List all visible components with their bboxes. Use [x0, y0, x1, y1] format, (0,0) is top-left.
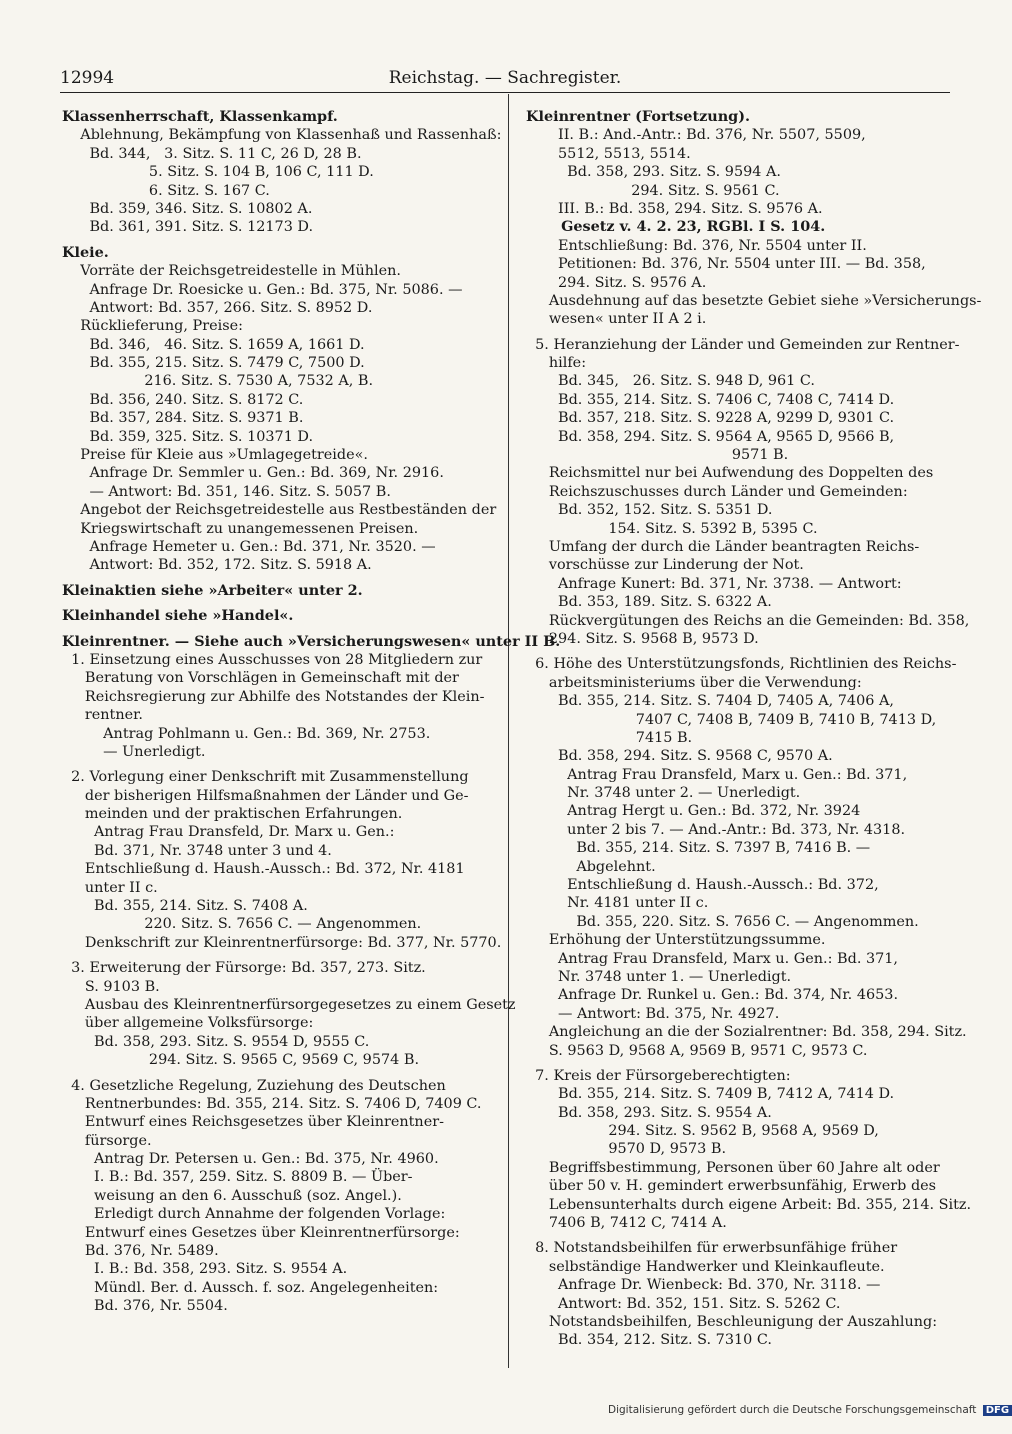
entry-line: Antrag Pohlmann u. Gen.: Bd. 369, Nr. 2753. — [62, 725, 431, 742]
entry-line: Anfrage Dr. Wienbeck: Bd. 370, Nr. 3118. — — [526, 1277, 881, 1294]
page-number: 12994 — [60, 68, 115, 88]
entry-line: Anfrage Hemeter u. Gen.: Bd. 371, Nr. 3520. — — [62, 538, 436, 555]
entry-heading: Kleinaktien siehe »Arbeiter« unter 2. — [62, 581, 363, 599]
entry-line: 9570 D, 9573 B. — [526, 1141, 727, 1158]
spacer — [62, 1070, 490, 1077]
spacer — [526, 1060, 946, 1067]
entry-line: I. B.: Bd. 357, 259. Sitz. S. 8809 B. — Über- — [62, 1169, 413, 1186]
entry-line: 7. Kreis der Fürsorgeberechtigten: — [526, 1067, 791, 1084]
right-column — [526, 108, 982, 1350]
entry-line: vorschüsse zur Linderung der Not. — [526, 557, 804, 574]
entry-line: S. 9563 D, 9568 A, 9569 B, 9571 C, 9573 C. — [526, 1042, 868, 1059]
spacer — [62, 952, 490, 959]
entry-line: II. B.: And.-Antr.: Bd. 376, Nr. 5507, 5509, — [526, 127, 866, 144]
entry-line: rentner. — [62, 707, 143, 724]
footer-credit: Digitalisierung gefördert durch die Deutsche Forschungsgemeinschaft — [608, 1404, 977, 1416]
entry-heading: Kleinhandel siehe »Handel«. — [62, 607, 294, 625]
entry-line: Preise für Kleie aus »Umlagegetreide«. — [62, 447, 368, 464]
entry-line: Reichszuschusses durch Länder und Gemeinden: — [526, 483, 908, 500]
entry-line: Rentnerbundes: Bd. 355, 214. Sitz. S. 7406 D, 7409 C. — [62, 1095, 482, 1112]
entry-line: 7407 C, 7408 B, 7409 B, 7410 B, 7413 D, — [526, 711, 937, 728]
entry-line: 294. Sitz. S. 9568 B, 9573 D. — [526, 630, 759, 647]
entry-line: Ausbau des Kleinrentnerfürsorgegesetzes zu einem Gesetz — [62, 996, 516, 1013]
entry-line: selbständige Handwerker und Kleinkaufleute. — [526, 1258, 885, 1275]
entry-line: Ablehnung, Bekämpfung von Klassenhaß und Rassenhaß: — [62, 127, 502, 144]
entry-line: 294. Sitz. S. 9561 C. — [526, 182, 780, 199]
entry-line: 220. Sitz. S. 7656 C. — Angenommen. — [62, 916, 422, 933]
entry-line: Angebot der Reichsgetreidestelle aus Restbeständen der — [62, 502, 497, 519]
entry-line: Denkschrift zur Kleinrentnerfürsorge: Bd. 377, Nr. 5770. — [62, 934, 502, 951]
entry-line: Antrag Frau Dransfeld, Marx u. Gen.: Bd. 371, — [526, 766, 908, 783]
entry-line: 8. Notstandsbeihilfen für erwerbsunfähige früher — [526, 1240, 898, 1257]
entry-line: Bd. 345, 26. Sitz. S. 948 D, 961 C. — [526, 373, 815, 390]
entry-line: 3. Erweiterung der Fürsorge: Bd. 357, 273. Sitz. — [62, 960, 426, 977]
entry-line: Entschließung d. Haush.-Aussch.: Bd. 372, Nr. 4181 — [62, 861, 465, 878]
footer — [608, 1404, 1010, 1416]
entry-line: der bisherigen Hilfsmaßnahmen der Länder und Ge- — [62, 787, 469, 804]
entry-line: Beratung von Vorschlägen in Gemeinschaft mit der — [62, 670, 459, 687]
spacer — [62, 600, 490, 607]
entry-line: Bd. 355, 215. Sitz. S. 7479 C, 7500 D. — [62, 355, 365, 372]
entry-line: Antrag Frau Dransfeld, Dr. Marx u. Gen.: — [62, 824, 395, 841]
header-rule — [60, 92, 950, 93]
entry-heading: Klassenherrschaft, Klassenkampf. — [62, 108, 338, 125]
entry-line: Notstandsbeihilfen, Beschleunigung der Auszahlung: — [526, 1314, 938, 1330]
entry-line: — Antwort: Bd. 351, 146. Sitz. S. 5057 B. — [62, 483, 391, 500]
entry-line: 154. Sitz. S. 5392 B, 5395 C. — [526, 520, 818, 537]
entry-line: Antrag Frau Dransfeld, Marx u. Gen.: Bd. 371, — [526, 950, 899, 967]
entry-line: Rückvergütungen des Reichs an die Gemeinden: Bd. 358, — [526, 612, 970, 629]
entry-line: Anfrage Kunert: Bd. 371, Nr. 3738. — Antwort: — [526, 575, 902, 592]
entry-line: Bd. 359, 325. Sitz. S. 10371 D. — [62, 428, 314, 445]
dfg-logo: DFG — [983, 1405, 1012, 1416]
entry-line: Begriffsbestimmung, Personen über 60 Jahre alt oder — [526, 1159, 940, 1176]
entry-line: Bd. 355, 214. Sitz. S. 7409 B, 7412 A, 7414 D. — [526, 1086, 895, 1103]
entry-line: über 50 v. H. gemindert erwerbsunfähig, Erwerb des — [526, 1178, 937, 1195]
entry-line: Antwort: Bd. 357, 266. Sitz. S. 8952 D. — [62, 299, 373, 316]
entry-line: hilfe: — [526, 355, 587, 372]
entry-line: Bd. 355, 214. Sitz. S. 7404 D, 7405 A, 7406 A, — [526, 693, 894, 710]
entry-line: Antwort: Bd. 352, 172. Sitz. S. 5918 A. — [62, 557, 372, 574]
entry-line: Bd. 358, 293. Sitz. S. 9554 A. — [526, 1104, 772, 1121]
entry-line: wesen« unter II A 2 i. — [526, 311, 707, 328]
entry-line: Bd. 357, 284. Sitz. S. 9371 B. — [62, 410, 304, 427]
entry-line: Lebensunterhalts durch eigene Arbeit: Bd. 355, 214. Sitz. — [526, 1196, 972, 1213]
entry-line: 4. Gesetzliche Regelung, Zuziehung des Deutschen — [62, 1077, 446, 1094]
entry-line: Anfrage Dr. Semmler u. Gen.: Bd. 369, Nr. 2916. — [62, 465, 444, 482]
entry-line: Bd. 358, 293. Sitz. S. 9554 D, 9555 C. — [62, 1033, 370, 1050]
entry-line: 6. Höhe des Unterstützungsfonds, Richtlinien des Reichs- — [526, 656, 957, 673]
entry-line: Entschließung d. Haush.-Aussch.: Bd. 372, — [526, 877, 879, 894]
entry-line: Anfrage Dr. Runkel u. Gen.: Bd. 374, Nr. 4653. — [526, 987, 899, 1004]
entry-line: Bd. 358, 293. Sitz. S. 9594 A. — [526, 164, 781, 181]
entry-line: Vorräte der Reichsgetreidestelle in Mühlen. — [62, 263, 401, 280]
entry-line: Abgelehnt. — [526, 858, 656, 875]
entry-line: über allgemeine Volksfürsorge: — [62, 1015, 314, 1032]
entry-line: 5. Heranziehung der Länder und Gemeinden zur Rentner- — [526, 336, 960, 353]
entry-line: III. B.: Bd. 358, 294. Sitz. S. 9576 A. — [526, 200, 823, 217]
entry-line: 294. Sitz. S. 9565 C, 9569 C, 9574 B. — [62, 1052, 420, 1069]
entry-line: Bd. 376, Nr. 5489. — [62, 1243, 219, 1260]
entry-line: Entschließung: Bd. 376, Nr. 5504 unter II. — [526, 237, 867, 254]
entry-line: Nr. 3748 unter 1. — Unerledigt. — [526, 968, 792, 985]
entry-line: meinden und der praktischen Erfahrungen. — [62, 806, 403, 823]
entry-line: Bd. 361, 391. Sitz. S. 12173 D. — [62, 219, 314, 236]
entry-line: Erhöhung der Unterstützungssumme. — [526, 932, 826, 949]
entry-line: weisung an den 6. Ausschuß (soz. Angel.). — [62, 1187, 402, 1204]
entry-line: Petitionen: Bd. 376, Nr. 5504 unter III. — Bd. 358, — [526, 256, 926, 273]
entry-line: fürsorge. — [62, 1132, 152, 1149]
spacer — [62, 575, 490, 582]
spacer — [62, 761, 490, 768]
entry-line: Ausdehnung auf das besetzte Gebiet siehe »Versicherungs- — [526, 292, 982, 309]
entry-line: 6. Sitz. S. 167 C. — [62, 182, 270, 199]
page-title: Reichstag. — Sachregister. — [388, 68, 622, 88]
entry-line: Reichsmittel nur bei Aufwendung des Doppelten des — [526, 465, 934, 482]
entry-line: — Unerledigt. — [62, 743, 206, 760]
entry-line: Nr. 3748 unter 2. — Unerledigt. — [526, 785, 801, 802]
entry-heading: Kleie. — [62, 243, 109, 261]
entry-line: Angleichung an die der Sozialrentner: Bd. 358, 294. Sitz. — [526, 1024, 967, 1041]
spacer — [526, 648, 946, 655]
entry-line: 294. Sitz. S. 9562 B, 9568 A, 9569 D, — [526, 1123, 879, 1140]
spacer — [62, 237, 490, 244]
entry-line: Bd. 346, 46. Sitz. S. 1659 A, 1661 D. — [62, 336, 365, 353]
entry-line: Bd. 359, 346. Sitz. S. 10802 A. — [62, 200, 313, 217]
entry-line: 7415 B. — [526, 729, 693, 746]
entry-line: Bd. 358, 294. Sitz. S. 9568 C, 9570 A. — [526, 748, 833, 765]
entry-line: Bd. 355, 220. Sitz. S. 7656 C. — Angenommen. — [526, 913, 919, 930]
entry-line: 9571 B. — [526, 447, 789, 464]
entry-line: — Antwort: Bd. 375, Nr. 4927. — [526, 1005, 780, 1022]
entry-line: Antrag Dr. Petersen u. Gen.: Bd. 375, Nr. 4960. — [62, 1151, 439, 1168]
entry-line: Mündl. Ber. d. Aussch. f. soz. Angelegenheiten: — [62, 1279, 439, 1296]
entry-line: 216. Sitz. S. 7530 A, 7532 A, B. — [62, 373, 374, 390]
entry-line: unter 2 bis 7. — And.-Antr.: Bd. 373, Nr. 4318. — [526, 821, 906, 838]
entry-line: Reichsregierung zur Abhilfe des Notstandes der Klein- — [62, 688, 485, 705]
entry-line: 294. Sitz. S. 9576 A. — [526, 274, 707, 291]
entry-line: 5. Sitz. S. 104 B, 106 C, 111 D. — [62, 164, 374, 181]
entry-line: Bd. 371, Nr. 3748 unter 3 und 4. — [62, 842, 332, 859]
entry-line: 5512, 5513, 5514. — [526, 145, 691, 162]
entry-line: Nr. 4181 unter II c. — [526, 895, 709, 912]
left-column — [62, 108, 561, 1316]
entry-line: 7406 B, 7412 C, 7414 A. — [526, 1215, 727, 1232]
column-divider — [508, 94, 509, 1368]
entry-line: Erledigt durch Annahme der folgenden Vorlage: — [62, 1206, 446, 1223]
entry-line: Bd. 352, 152. Sitz. S. 5351 D. — [526, 502, 773, 519]
entry-line: 1. Einsetzung eines Ausschusses von 28 Mitgliedern zur — [62, 651, 483, 668]
entry-line: Bd. 353, 189. Sitz. S. 6322 A. — [526, 594, 772, 611]
entry-line: arbeitsministeriums über die Verwendung: — [526, 674, 862, 691]
entry-line: Bd. 344, 3. Sitz. S. 11 C, 26 D, 28 B. — [62, 145, 362, 162]
entry-line: I. B.: Bd. 358, 293. Sitz. S. 9554 A. — [62, 1261, 348, 1278]
entry-line: Antwort: Bd. 352, 151. Sitz. S. 5262 C. — [526, 1295, 841, 1312]
entry-line: Bd. 357, 218. Sitz. S. 9228 A, 9299 D, 9301 C. — [526, 410, 895, 427]
entry-line: 2. Vorlegung einer Denkschrift mit Zusammenstellung — [62, 769, 469, 786]
entry-line: Bd. 356, 240. Sitz. S. 8172 C. — [62, 391, 304, 408]
entry-line: Kriegswirtschaft zu unangemessenen Preisen. — [62, 520, 419, 537]
entry-line: Rücklieferung, Preise: — [62, 318, 243, 335]
entry-line: Bd. 354, 212. Sitz. S. 7310 C. — [526, 1332, 772, 1349]
entry-line: Bd. 355, 214. Sitz. S. 7397 B, 7416 B. — — [526, 840, 871, 857]
entry-line: Antrag Hergt u. Gen.: Bd. 372, Nr. 3924 — [526, 803, 861, 820]
entry-line: Anfrage Dr. Roesicke u. Gen.: Bd. 375, Nr. 5086. — — [62, 281, 463, 298]
entry-line: Umfang der durch die Länder beantragten Reichs- — [526, 538, 920, 555]
entry-line: Bd. 355, 214. Sitz. S. 7408 A. — [62, 898, 308, 915]
entry-heading: Kleinrentner (Fortsetzung). — [526, 108, 751, 125]
spacer — [62, 626, 490, 633]
spacer — [526, 1232, 946, 1239]
entry-line: unter II c. — [62, 879, 158, 896]
entry-line: Bd. 355, 214. Sitz. S. 7406 C, 7408 C, 7414 D. — [526, 391, 895, 408]
entry-line: Bd. 376, Nr. 5504. — [62, 1298, 228, 1315]
spacer — [526, 329, 946, 336]
entry-line: Entwurf eines Reichsgesetzes über Kleinrentner- — [62, 1114, 444, 1131]
entry-heading: Kleinrentner. — Siehe auch »Versicherungswesen« unter II B. — [62, 632, 561, 650]
entry-heading: Gesetz v. 4. 2. 23, RGBl. I S. 104. — [526, 218, 826, 236]
page-header — [60, 64, 950, 92]
entry-line: Bd. 358, 294. Sitz. S. 9564 A, 9565 D, 9566 B, — [526, 428, 895, 445]
entry-line: S. 9103 B. — [62, 978, 160, 995]
entry-line: Entwurf eines Gesetzes über Kleinrentnerfürsorge: — [62, 1224, 460, 1241]
